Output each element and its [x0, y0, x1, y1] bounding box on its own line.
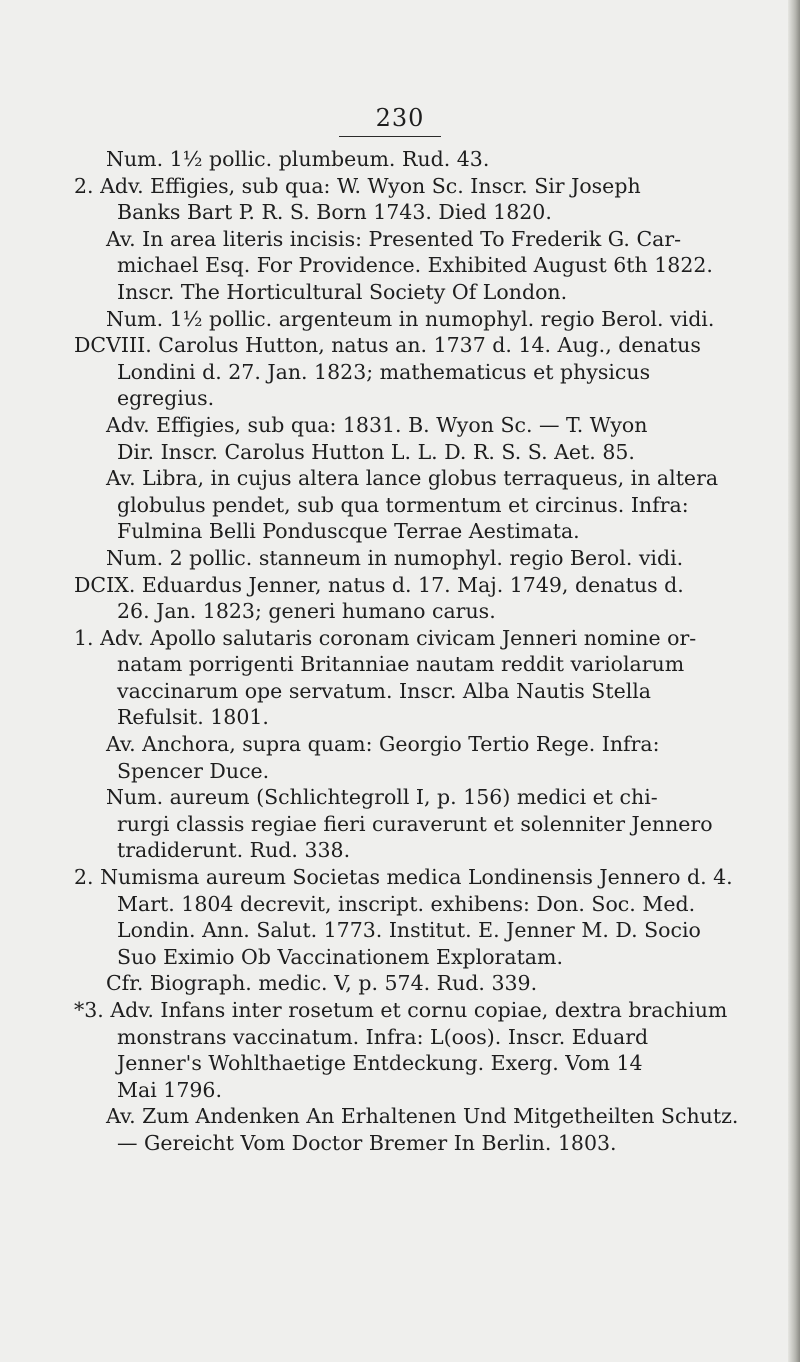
text-line: 2. Adv. Effigies, sub qua: W. Wyon Sc. Inscr. Sir Joseph	[74, 173, 641, 198]
text-line: Av. Libra, in cujus altera lance globus terraqueus, in altera	[106, 466, 719, 491]
text-line: Adv. Effigies, sub qua: 1831. B. Wyon Sc. — T. Wyon	[106, 412, 648, 437]
text-line: Suo Eximio Ob Vaccinationem Exploratam.	[117, 944, 563, 969]
text-line: rurgi classis regiae fieri curaverunt et solenniter Jennero	[117, 811, 713, 836]
text-line: vaccinarum ope servatum. Inscr. Alba Nautis Stella	[117, 678, 652, 703]
catalogue-text	[74, 146, 760, 1157]
text-line: egregius.	[117, 386, 215, 411]
text-line: Num. 1½ pollic. argenteum in numophyl. regio Berol. vidi.	[106, 306, 715, 331]
text-line: Av. Anchora, supra quam: Georgio Tertio Rege. Infra:	[106, 732, 660, 757]
page-number-rule	[339, 136, 441, 137]
text-line: michael Esq. For Providence. Exhibited August 6th 1822.	[117, 253, 713, 278]
text-line: Inscr. The Horticultural Society Of London.	[117, 279, 568, 304]
text-line: 1. Adv. Apollo salutaris coronam civicam Jenneri nomine or-	[74, 625, 697, 650]
text-line: Refulsit. 1801.	[117, 705, 269, 730]
text-line: Mart. 1804 decrevit, inscript. exhibens: Don. Soc. Med.	[117, 891, 696, 916]
text-line: Av. In area literis incisis: Presented To Frederik G. Car-	[106, 226, 682, 251]
text-line: Banks Bart P. R. S. Born 1743. Died 1820.	[117, 200, 552, 225]
text-line: *3. Adv. Infans inter rosetum et cornu copiae, dextra brachium	[74, 998, 728, 1022]
text-line: Fulmina Belli Ponduscque Terrae Aestimata.	[117, 519, 580, 544]
text-line: DCIX. Eduardus Jenner, natus d. 17. Maj. 1749, denatus d.	[74, 572, 684, 597]
text-line: monstrans vaccinatum. Infra: L(oos). Inscr. Eduard	[117, 1024, 649, 1049]
text-line: tradiderunt. Rud. 338.	[117, 838, 351, 863]
text-line: DCVIII. Carolus Hutton, natus an. 1737 d. 14. Aug., denatus	[74, 333, 701, 358]
text-line: — Gereicht Vom Doctor Bremer In Berlin. 1803.	[117, 1130, 617, 1155]
text-line: Mai 1796.	[117, 1077, 222, 1102]
text-line: Av. Zum Andenken An Erhaltenen Und Mitgetheilten Schutz.	[106, 1104, 739, 1129]
page-number: 230	[375, 104, 425, 132]
page-edge	[788, 0, 800, 1362]
text-line: 26. Jan. 1823; generi humano carus.	[117, 599, 496, 624]
text-line: Jenner's Wohlthaetige Entdeckung. Exerg. Vom 14	[117, 1051, 643, 1076]
text-line: Num. 1½ pollic. plumbeum. Rud. 43.	[106, 147, 490, 171]
text-line: Londin. Ann. Salut. 1773. Institut. E. Jenner M. D. Socio	[117, 918, 701, 943]
text-line: Num. 2 pollic. stanneum in numophyl. regio Berol. vidi.	[106, 545, 684, 570]
text-line: Num. aureum (Schlichtegroll I, p. 156) medici et chi-	[106, 785, 658, 810]
text-line: Londini d. 27. Jan. 1823; mathematicus et physicus	[117, 359, 651, 384]
text-line: Dir. Inscr. Carolus Hutton L. L. D. R. S. S. Aet. 85.	[117, 439, 635, 464]
text-line: 2. Numisma aureum Societas medica Londinensis Jennero d. 4.	[74, 865, 733, 890]
text-line: globulus pendet, sub qua tormentum et circinus. Infra:	[117, 492, 689, 517]
text-line: Spencer Duce.	[117, 758, 270, 783]
text-line: Cfr. Biograph. medic. V, p. 574. Rud. 339.	[106, 971, 538, 996]
text-line: natam porrigenti Britanniae nautam reddit variolarum	[117, 652, 685, 677]
